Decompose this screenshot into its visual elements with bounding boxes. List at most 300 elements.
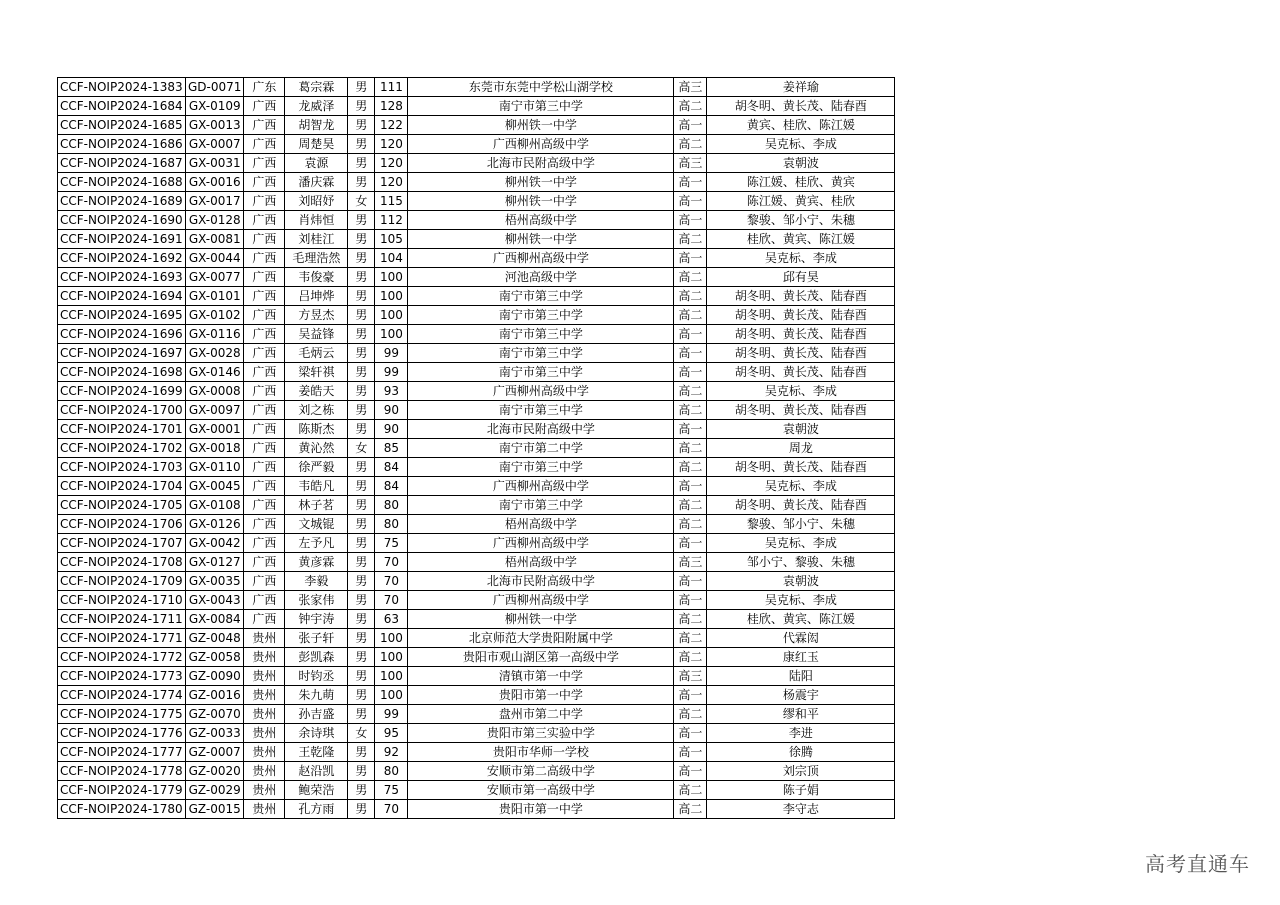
cell-name: 毛炳云 (285, 344, 348, 363)
cell-grade: 高二 (674, 268, 707, 287)
cell-grade: 高一 (674, 211, 707, 230)
table-row (58, 230, 895, 249)
cell-id: CCF-NOIP2024-1703 (58, 458, 186, 477)
cell-grade: 高一 (674, 743, 707, 762)
cell-grade: 高一 (674, 724, 707, 743)
cell-coach: 邱有昊 (707, 268, 895, 287)
table-row (58, 116, 895, 135)
cell-name: 张子轩 (285, 629, 348, 648)
cell-code: GX-0028 (186, 344, 244, 363)
cell-gender: 男 (348, 382, 375, 401)
cell-score: 100 (375, 629, 408, 648)
cell-gender: 男 (348, 78, 375, 97)
cell-id: CCF-NOIP2024-1778 (58, 762, 186, 781)
cell-code: GX-0008 (186, 382, 244, 401)
cell-score: 120 (375, 173, 408, 192)
cell-code: GX-0126 (186, 515, 244, 534)
cell-grade: 高二 (674, 401, 707, 420)
cell-province: 广西 (244, 230, 285, 249)
cell-coach: 吴克标、李成 (707, 477, 895, 496)
cell-school: 东莞市东莞中学松山湖学校 (408, 78, 674, 97)
cell-coach: 胡冬明、黄长茂、陆春酉 (707, 496, 895, 515)
cell-province: 贵州 (244, 705, 285, 724)
cell-code: GX-0097 (186, 401, 244, 420)
cell-province: 广西 (244, 401, 285, 420)
table-row (58, 496, 895, 515)
cell-code: GX-0044 (186, 249, 244, 268)
cell-school: 南宁市第三中学 (408, 496, 674, 515)
cell-grade: 高一 (674, 572, 707, 591)
cell-id: CCF-NOIP2024-1708 (58, 553, 186, 572)
cell-id: CCF-NOIP2024-1706 (58, 515, 186, 534)
cell-grade: 高一 (674, 363, 707, 382)
cell-province: 贵州 (244, 667, 285, 686)
cell-id: CCF-NOIP2024-1710 (58, 591, 186, 610)
cell-gender: 男 (348, 306, 375, 325)
cell-name: 陈斯杰 (285, 420, 348, 439)
cell-grade: 高一 (674, 477, 707, 496)
cell-gender: 男 (348, 249, 375, 268)
cell-code: GX-0102 (186, 306, 244, 325)
cell-province: 贵州 (244, 762, 285, 781)
cell-school: 柳州铁一中学 (408, 610, 674, 629)
cell-school: 柳州铁一中学 (408, 116, 674, 135)
cell-province: 广西 (244, 211, 285, 230)
cell-name: 袁源 (285, 154, 348, 173)
cell-school: 柳州铁一中学 (408, 173, 674, 192)
cell-gender: 男 (348, 135, 375, 154)
cell-school: 贵阳市第三实验中学 (408, 724, 674, 743)
cell-code: GX-0017 (186, 192, 244, 211)
cell-code: GX-0013 (186, 116, 244, 135)
cell-school: 广西柳州高级中学 (408, 382, 674, 401)
cell-id: CCF-NOIP2024-1692 (58, 249, 186, 268)
cell-school: 南宁市第三中学 (408, 401, 674, 420)
cell-id: CCF-NOIP2024-1701 (58, 420, 186, 439)
cell-score: 99 (375, 705, 408, 724)
cell-school: 北海市民附高级中学 (408, 420, 674, 439)
cell-province: 广西 (244, 287, 285, 306)
cell-province: 广西 (244, 344, 285, 363)
cell-coach: 吴克标、李成 (707, 249, 895, 268)
cell-school: 广西柳州高级中学 (408, 591, 674, 610)
cell-school: 南宁市第三中学 (408, 363, 674, 382)
cell-code: GZ-0048 (186, 629, 244, 648)
cell-code: GX-0109 (186, 97, 244, 116)
cell-id: CCF-NOIP2024-1775 (58, 705, 186, 724)
cell-code: GX-0127 (186, 553, 244, 572)
cell-coach: 胡冬明、黄长茂、陆春酉 (707, 344, 895, 363)
cell-gender: 男 (348, 420, 375, 439)
cell-code: GZ-0016 (186, 686, 244, 705)
cell-coach: 李进 (707, 724, 895, 743)
cell-score: 122 (375, 116, 408, 135)
cell-score: 70 (375, 553, 408, 572)
cell-score: 100 (375, 306, 408, 325)
cell-name: 孔方雨 (285, 800, 348, 819)
cell-gender: 男 (348, 496, 375, 515)
cell-name: 彭凯森 (285, 648, 348, 667)
cell-id: CCF-NOIP2024-1687 (58, 154, 186, 173)
cell-code: GX-0110 (186, 458, 244, 477)
cell-gender: 男 (348, 344, 375, 363)
cell-score: 128 (375, 97, 408, 116)
cell-gender: 男 (348, 325, 375, 344)
cell-id: CCF-NOIP2024-1772 (58, 648, 186, 667)
cell-gender: 男 (348, 762, 375, 781)
watermark: 高考直通车 (1145, 852, 1250, 876)
cell-code: GX-0108 (186, 496, 244, 515)
cell-code: GX-0084 (186, 610, 244, 629)
cell-gender: 男 (348, 705, 375, 724)
cell-id: CCF-NOIP2024-1776 (58, 724, 186, 743)
table-row (58, 800, 895, 819)
cell-score: 120 (375, 135, 408, 154)
cell-grade: 高三 (674, 78, 707, 97)
cell-score: 100 (375, 686, 408, 705)
cell-code: GX-0077 (186, 268, 244, 287)
table-row (58, 781, 895, 800)
cell-gender: 男 (348, 515, 375, 534)
table-row (58, 78, 895, 97)
cell-code: GX-0042 (186, 534, 244, 553)
cell-score: 70 (375, 572, 408, 591)
cell-coach: 袁朝波 (707, 420, 895, 439)
cell-gender: 男 (348, 667, 375, 686)
cell-coach: 康红玉 (707, 648, 895, 667)
cell-code: GX-0035 (186, 572, 244, 591)
cell-score: 80 (375, 496, 408, 515)
cell-score: 80 (375, 762, 408, 781)
cell-gender: 男 (348, 401, 375, 420)
table-row (58, 439, 895, 458)
cell-name: 林子茗 (285, 496, 348, 515)
cell-id: CCF-NOIP2024-1690 (58, 211, 186, 230)
cell-code: GZ-0090 (186, 667, 244, 686)
cell-province: 广西 (244, 268, 285, 287)
cell-coach: 徐腾 (707, 743, 895, 762)
cell-gender: 男 (348, 154, 375, 173)
cell-name: 韦皓凡 (285, 477, 348, 496)
cell-school: 河池高级中学 (408, 268, 674, 287)
cell-gender: 女 (348, 192, 375, 211)
cell-code: GX-0101 (186, 287, 244, 306)
cell-coach: 吴克标、李成 (707, 382, 895, 401)
cell-name: 黄彦霖 (285, 553, 348, 572)
table-row (58, 762, 895, 781)
cell-score: 84 (375, 458, 408, 477)
cell-grade: 高一 (674, 192, 707, 211)
cell-grade: 高三 (674, 154, 707, 173)
cell-coach: 桂欣、黄宾、陈江媛 (707, 610, 895, 629)
cell-gender: 男 (348, 287, 375, 306)
cell-score: 90 (375, 420, 408, 439)
cell-grade: 高二 (674, 496, 707, 515)
table-row (58, 610, 895, 629)
cell-name: 黄沁然 (285, 439, 348, 458)
cell-id: CCF-NOIP2024-1688 (58, 173, 186, 192)
cell-coach: 代霖闳 (707, 629, 895, 648)
table-row (58, 553, 895, 572)
cell-name: 王乾隆 (285, 743, 348, 762)
cell-coach: 吴克标、李成 (707, 534, 895, 553)
cell-coach: 陆阳 (707, 667, 895, 686)
table-row (58, 154, 895, 173)
cell-grade: 高二 (674, 97, 707, 116)
cell-province: 广西 (244, 173, 285, 192)
cell-name: 胡智龙 (285, 116, 348, 135)
cell-gender: 男 (348, 591, 375, 610)
cell-id: CCF-NOIP2024-1689 (58, 192, 186, 211)
cell-name: 葛宗霖 (285, 78, 348, 97)
cell-province: 广东 (244, 78, 285, 97)
cell-score: 115 (375, 192, 408, 211)
table-row (58, 705, 895, 724)
cell-grade: 高二 (674, 515, 707, 534)
cell-name: 余诗琪 (285, 724, 348, 743)
cell-school: 北海市民附高级中学 (408, 154, 674, 173)
cell-id: CCF-NOIP2024-1697 (58, 344, 186, 363)
cell-name: 龙威泽 (285, 97, 348, 116)
cell-name: 肖炜恒 (285, 211, 348, 230)
table-row (58, 458, 895, 477)
cell-school: 贵阳市观山湖区第一高级中学 (408, 648, 674, 667)
cell-gender: 女 (348, 724, 375, 743)
cell-name: 赵沿凯 (285, 762, 348, 781)
cell-school: 贵阳市第一中学 (408, 686, 674, 705)
cell-province: 广西 (244, 458, 285, 477)
cell-gender: 男 (348, 572, 375, 591)
cell-school: 梧州高级中学 (408, 553, 674, 572)
cell-code: GX-0018 (186, 439, 244, 458)
cell-grade: 高一 (674, 173, 707, 192)
cell-province: 广西 (244, 154, 285, 173)
table-row (58, 97, 895, 116)
cell-id: CCF-NOIP2024-1695 (58, 306, 186, 325)
cell-score: 75 (375, 781, 408, 800)
cell-name: 吴益锋 (285, 325, 348, 344)
cell-score: 100 (375, 268, 408, 287)
cell-grade: 高一 (674, 534, 707, 553)
cell-coach: 陈子娟 (707, 781, 895, 800)
cell-province: 广西 (244, 135, 285, 154)
cell-coach: 黄宾、桂欣、陈江媛 (707, 116, 895, 135)
cell-province: 广西 (244, 306, 285, 325)
cell-code: GZ-0020 (186, 762, 244, 781)
cell-id: CCF-NOIP2024-1777 (58, 743, 186, 762)
cell-grade: 高二 (674, 306, 707, 325)
table-row (58, 401, 895, 420)
cell-name: 梁轩祺 (285, 363, 348, 382)
cell-province: 贵州 (244, 743, 285, 762)
cell-code: GX-0081 (186, 230, 244, 249)
cell-province: 广西 (244, 610, 285, 629)
cell-id: CCF-NOIP2024-1705 (58, 496, 186, 515)
cell-gender: 男 (348, 97, 375, 116)
cell-province: 贵州 (244, 686, 285, 705)
cell-score: 75 (375, 534, 408, 553)
cell-name: 鲍荣浩 (285, 781, 348, 800)
cell-gender: 男 (348, 610, 375, 629)
cell-name: 刘昭妤 (285, 192, 348, 211)
cell-score: 90 (375, 401, 408, 420)
table-row (58, 648, 895, 667)
cell-gender: 男 (348, 534, 375, 553)
cell-grade: 高二 (674, 705, 707, 724)
cell-code: GX-0146 (186, 363, 244, 382)
cell-score: 84 (375, 477, 408, 496)
cell-grade: 高三 (674, 553, 707, 572)
table-row (58, 382, 895, 401)
cell-school: 梧州高级中学 (408, 515, 674, 534)
cell-coach: 陈江媛、桂欣、黄宾 (707, 173, 895, 192)
cell-grade: 高一 (674, 249, 707, 268)
cell-id: CCF-NOIP2024-1709 (58, 572, 186, 591)
cell-name: 刘桂江 (285, 230, 348, 249)
cell-id: CCF-NOIP2024-1684 (58, 97, 186, 116)
cell-name: 潘庆霖 (285, 173, 348, 192)
cell-school: 柳州铁一中学 (408, 230, 674, 249)
cell-id: CCF-NOIP2024-1704 (58, 477, 186, 496)
table-row (58, 477, 895, 496)
cell-province: 广西 (244, 382, 285, 401)
cell-coach: 李守志 (707, 800, 895, 819)
cell-code: GZ-0058 (186, 648, 244, 667)
cell-grade: 高三 (674, 667, 707, 686)
cell-coach: 胡冬明、黄长茂、陆春酉 (707, 458, 895, 477)
cell-gender: 男 (348, 173, 375, 192)
cell-grade: 高二 (674, 781, 707, 800)
cell-province: 贵州 (244, 648, 285, 667)
cell-id: CCF-NOIP2024-1696 (58, 325, 186, 344)
cell-gender: 男 (348, 781, 375, 800)
cell-coach: 杨震宇 (707, 686, 895, 705)
table-row (58, 192, 895, 211)
cell-school: 贵阳市第一中学 (408, 800, 674, 819)
cell-id: CCF-NOIP2024-1700 (58, 401, 186, 420)
cell-id: CCF-NOIP2024-1771 (58, 629, 186, 648)
cell-province: 贵州 (244, 800, 285, 819)
cell-gender: 男 (348, 553, 375, 572)
cell-coach: 袁朝波 (707, 572, 895, 591)
cell-score: 100 (375, 648, 408, 667)
table-row (58, 629, 895, 648)
cell-school: 北海市民附高级中学 (408, 572, 674, 591)
cell-gender: 男 (348, 477, 375, 496)
cell-name: 钟宇涛 (285, 610, 348, 629)
cell-coach: 吴克标、李成 (707, 135, 895, 154)
cell-school: 安顺市第一高级中学 (408, 781, 674, 800)
cell-score: 63 (375, 610, 408, 629)
cell-name: 方昱杰 (285, 306, 348, 325)
cell-gender: 女 (348, 439, 375, 458)
cell-id: CCF-NOIP2024-1779 (58, 781, 186, 800)
cell-province: 广西 (244, 363, 285, 382)
cell-province: 广西 (244, 97, 285, 116)
cell-grade: 高一 (674, 591, 707, 610)
cell-school: 南宁市第三中学 (408, 97, 674, 116)
table-row (58, 572, 895, 591)
cell-province: 广西 (244, 192, 285, 211)
cell-name: 周楚昊 (285, 135, 348, 154)
cell-school: 柳州铁一中学 (408, 192, 674, 211)
cell-coach: 桂欣、黄宾、陈江媛 (707, 230, 895, 249)
table-row (58, 667, 895, 686)
cell-province: 广西 (244, 572, 285, 591)
table-row (58, 325, 895, 344)
cell-coach: 胡冬明、黄长茂、陆春酉 (707, 97, 895, 116)
cell-province: 广西 (244, 553, 285, 572)
cell-coach: 周龙 (707, 439, 895, 458)
cell-coach: 邹小宁、黎骏、朱穗 (707, 553, 895, 572)
cell-code: GZ-0033 (186, 724, 244, 743)
cell-coach: 吴克标、李成 (707, 591, 895, 610)
cell-id: CCF-NOIP2024-1686 (58, 135, 186, 154)
cell-coach: 刘宗顶 (707, 762, 895, 781)
cell-school: 南宁市第三中学 (408, 344, 674, 363)
cell-id: CCF-NOIP2024-1773 (58, 667, 186, 686)
cell-grade: 高一 (674, 325, 707, 344)
cell-grade: 高二 (674, 800, 707, 819)
cell-code: GX-0128 (186, 211, 244, 230)
cell-coach: 胡冬明、黄长茂、陆春酉 (707, 306, 895, 325)
cell-name: 时钧丞 (285, 667, 348, 686)
cell-province: 广西 (244, 116, 285, 135)
table-row (58, 344, 895, 363)
table-row (58, 173, 895, 192)
cell-province: 广西 (244, 591, 285, 610)
cell-school: 广西柳州高级中学 (408, 249, 674, 268)
table-row (58, 686, 895, 705)
cell-grade: 高一 (674, 344, 707, 363)
cell-name: 刘之栋 (285, 401, 348, 420)
cell-coach: 姜祥瑜 (707, 78, 895, 97)
cell-coach: 胡冬明、黄长茂、陆春酉 (707, 325, 895, 344)
table-row (58, 287, 895, 306)
cell-school: 广西柳州高级中学 (408, 477, 674, 496)
table-row (58, 534, 895, 553)
cell-province: 广西 (244, 496, 285, 515)
cell-code: GX-0045 (186, 477, 244, 496)
cell-grade: 高一 (674, 116, 707, 135)
table-row (58, 591, 895, 610)
cell-id: CCF-NOIP2024-1707 (58, 534, 186, 553)
cell-score: 100 (375, 287, 408, 306)
cell-school: 南宁市第三中学 (408, 287, 674, 306)
cell-grade: 高二 (674, 458, 707, 477)
cell-code: GX-0007 (186, 135, 244, 154)
cell-grade: 高一 (674, 762, 707, 781)
cell-grade: 高一 (674, 420, 707, 439)
cell-gender: 男 (348, 116, 375, 135)
cell-id: CCF-NOIP2024-1685 (58, 116, 186, 135)
cell-id: CCF-NOIP2024-1383 (58, 78, 186, 97)
cell-code: GX-0016 (186, 173, 244, 192)
table-row (58, 724, 895, 743)
cell-code: GX-0001 (186, 420, 244, 439)
cell-coach: 黎骏、邹小宁、朱穗 (707, 515, 895, 534)
cell-school: 清镇市第一中学 (408, 667, 674, 686)
cell-province: 广西 (244, 420, 285, 439)
cell-province: 广西 (244, 515, 285, 534)
cell-id: CCF-NOIP2024-1774 (58, 686, 186, 705)
cell-id: CCF-NOIP2024-1711 (58, 610, 186, 629)
cell-name: 左予凡 (285, 534, 348, 553)
cell-code: GZ-0029 (186, 781, 244, 800)
cell-score: 104 (375, 249, 408, 268)
cell-grade: 高二 (674, 287, 707, 306)
cell-gender: 男 (348, 629, 375, 648)
